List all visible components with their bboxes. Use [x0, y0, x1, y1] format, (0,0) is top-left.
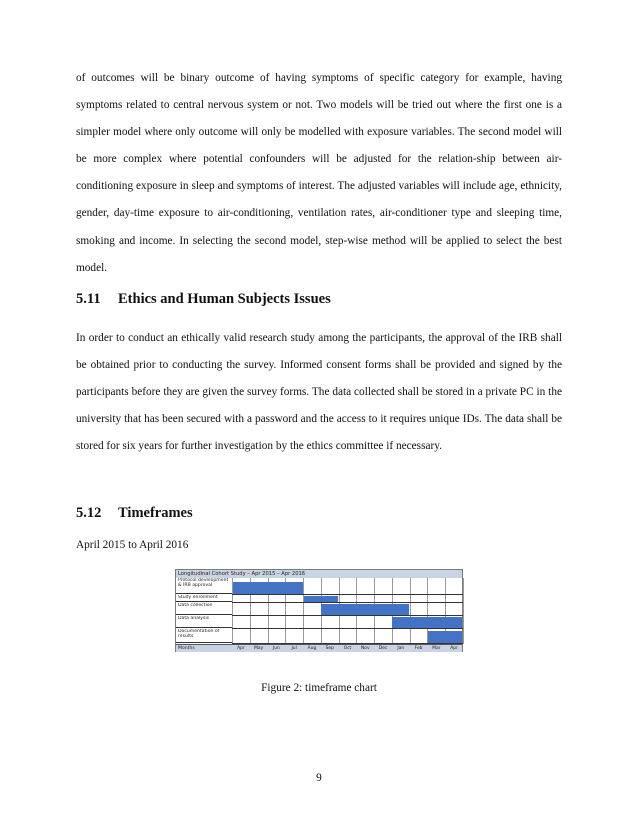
grid-vline	[463, 578, 464, 644]
month-tick-label: Mar	[432, 646, 441, 651]
section-title: Ethics and Human Subjects Issues	[118, 291, 331, 307]
task-label: Data analysis	[176, 616, 232, 628]
task-bar	[321, 604, 409, 615]
section-number: 5.12	[76, 505, 102, 521]
section-number: 5.11	[76, 291, 101, 307]
month-tick-label: Jul	[291, 646, 297, 651]
grid-hline	[232, 615, 463, 616]
chart-title: Longitudinal Cohort Study – Apr 2015 – Apr 2016	[176, 570, 462, 578]
month-axis	[176, 644, 462, 652]
task-bar	[233, 582, 303, 594]
section-heading-timeframes	[76, 505, 193, 522]
month-tick-label: Dec	[378, 646, 388, 651]
month-tick-label: Aug	[307, 646, 317, 651]
month-tick-label: Apr	[237, 646, 245, 651]
month-axis-header: Months	[178, 646, 195, 651]
grid-vline	[303, 578, 304, 644]
grid-vline	[410, 578, 411, 644]
month-tick-label: Jan	[397, 646, 405, 651]
month-tick-label: May	[254, 646, 264, 651]
task-label: Study enrollment	[176, 595, 232, 602]
figure-caption: Figure 2: timeframe chart	[261, 682, 377, 694]
month-tick-label: Oct	[343, 646, 352, 651]
month-tick-label: Feb	[414, 646, 423, 651]
month-tick-label: Sep	[325, 646, 334, 651]
grid-hline	[232, 628, 463, 629]
month-tick-label: Apr	[450, 646, 458, 651]
month-tick-label: Jun	[272, 646, 280, 651]
body-paragraph-ethics: In order to conduct an ethically valid research study among the participants, the approval of the IRB shall be obtained prior to conducting the survey. Informed consent forms shall be provided and signed by the participants before they are given the survey forms. The data collected shall be stored in a private PC in the university that has been secured with a password and the access to it requires unique IDs. The data shall be stored for six years for further investigation by the ethics committee if necessary.	[76, 332, 562, 453]
chart-grid	[232, 578, 463, 644]
timeframe-period: April 2015 to April 2016	[76, 539, 189, 551]
grid-hline	[232, 594, 463, 595]
task-label: Protocol development & IRB approval	[176, 578, 232, 594]
page-number: 9	[316, 772, 322, 784]
task-bar	[304, 596, 339, 602]
task-label: Documentation of results	[176, 629, 232, 643]
month-tick-label: Nov	[360, 646, 370, 651]
timeframe-gantt-chart	[175, 569, 463, 652]
task-label: Data collection	[176, 603, 232, 615]
task-bar	[428, 631, 463, 643]
section-title: Timeframes	[118, 505, 193, 521]
grid-hline	[232, 602, 463, 603]
section-heading-ethics	[76, 291, 331, 308]
task-bar	[392, 617, 462, 628]
body-paragraph-models: of outcomes will be binary outcome of having symptoms of specific category for example, having symptoms related to central nervous system or not. Two models will be tried out where the first one is a simpler model where only outcome will only be modelled with exposure variables. The second model will be more complex where potential confounders will be adjusted for the relation-ship between air-conditioning exposure in sleep and symptoms of interest. The adjusted variables will include age, ethnicity, gender, day-time exposure to air-conditioning, ventilation rates, air-conditioner type and sleeping time, smoking and income. In selecting the second model, step-wise method will be applied to select the best model.	[76, 72, 562, 274]
